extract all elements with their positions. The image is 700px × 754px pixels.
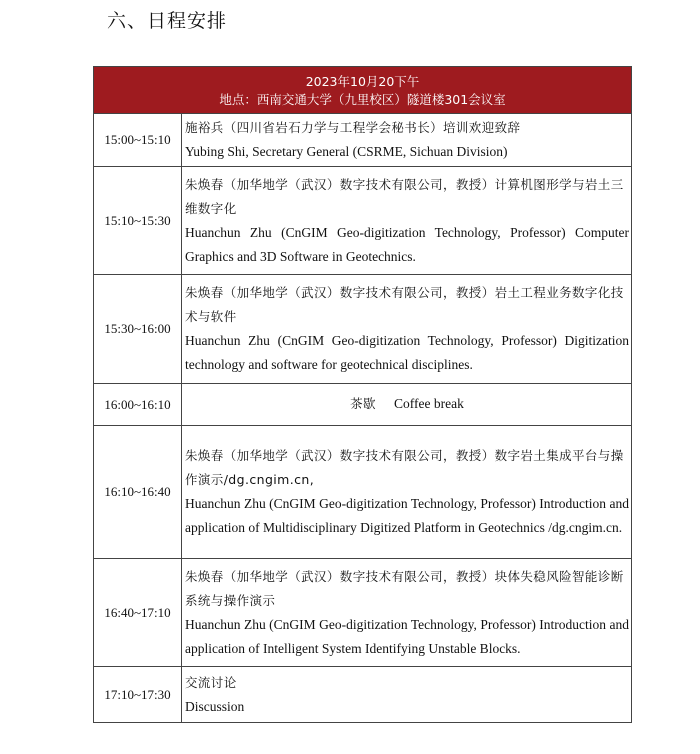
time-cell: 15:00~15:10 xyxy=(94,114,182,167)
table-row xyxy=(94,667,632,723)
session-title-zh: 朱焕春（加华地学（武汉）数字技术有限公司，教授）岩土工程业务数字化技术与软件 xyxy=(185,285,624,324)
session-title-zh: 交流讨论 xyxy=(185,674,237,690)
table-row xyxy=(94,559,632,667)
session-title-en: Huanchun Zhu (CnGIM Geo-digitization Technology, Professor) Digitization technology and software for geotechnical disciplines. xyxy=(185,333,629,372)
break-cell xyxy=(182,384,632,426)
break-label-zh: 茶歇 xyxy=(350,396,376,411)
session-title-zh: 施裕兵（四川省岩石力学与工程学会秘书长）培训欢迎致辞 xyxy=(185,120,521,135)
content-cell xyxy=(182,426,632,559)
table-row xyxy=(94,275,632,384)
session-title-zh: 朱焕春（加华地学（武汉）数字技术有限公司，教授）计算机图形学与岩土三维数字化 xyxy=(185,176,624,216)
session-title-en: Yubing Shi, Secretary General (CSRME, Sichuan Division) xyxy=(185,144,508,159)
session-title-en: Huanchun Zhu (CnGIM Geo-digitization Technology, Professor) Introduction and application of Multidisciplinary Digitized Platform in Geotechnics /dg.cngim.cn. xyxy=(185,496,629,535)
content-cell xyxy=(182,275,632,384)
section-title: 六、日程安排 xyxy=(107,10,228,32)
session-title-zh: 朱焕春（加华地学（武汉）数字技术有限公司，教授）块体失稳风险智能诊断系统与操作演示 xyxy=(185,568,624,608)
content-cell xyxy=(182,559,632,667)
time-cell: 16:40~17:10 xyxy=(94,559,182,667)
time-cell: 16:10~16:40 xyxy=(94,426,182,559)
schedule-table xyxy=(93,66,632,723)
content-cell xyxy=(182,167,632,275)
break-label-en: Coffee break xyxy=(394,396,464,411)
table-header-row xyxy=(94,67,632,114)
table-row xyxy=(94,114,632,167)
session-title-zh: 朱焕春（加华地学（武汉）数字技术有限公司，教授）数字岩土集成平台与操作演示/dg.cngim.cn, xyxy=(185,448,624,487)
header-date: 2023年10月20下午 xyxy=(305,74,420,89)
table-row xyxy=(94,426,632,559)
session-title-en: Huanchun Zhu (CnGIM Geo-digitization Technology, Professor) Computer Graphics and 3D Software in Geotechnics. xyxy=(185,224,629,264)
session-title-en: Discussion xyxy=(185,698,245,714)
time-cell: 15:10~15:30 xyxy=(94,167,182,275)
content-cell xyxy=(182,114,632,167)
time-cell: 17:10~17:30 xyxy=(94,667,182,723)
table-header xyxy=(94,67,632,114)
header-location: 地点：西南交通大学（九里校区）隧道楼301会议室 xyxy=(219,92,506,107)
table-row xyxy=(94,167,632,275)
session-title-en: Huanchun Zhu (CnGIM Geo-digitization Technology, Professor) Introduction and application of Intelligent System Identifying Unstable Blocks. xyxy=(185,616,629,656)
time-cell: 16:00~16:10 xyxy=(94,384,182,426)
table-row xyxy=(94,384,632,426)
time-cell: 15:30~16:00 xyxy=(94,275,182,384)
content-cell xyxy=(182,667,632,723)
